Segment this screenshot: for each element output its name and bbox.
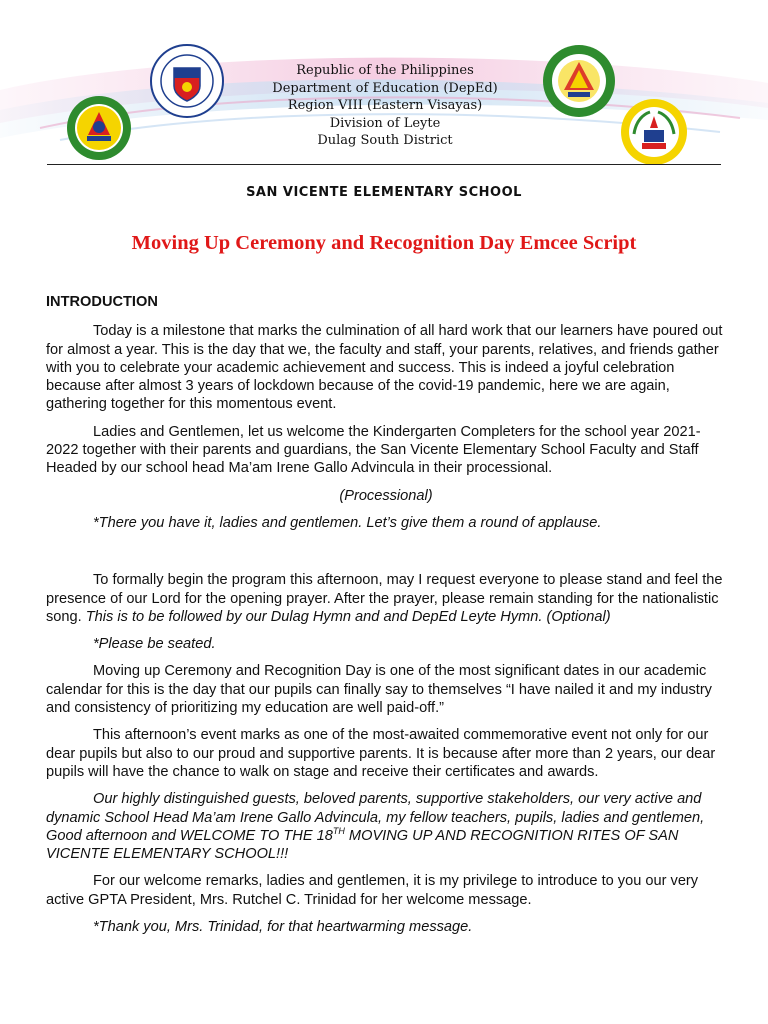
header-line-region: Region VIII (Eastern Visayas) [287, 98, 483, 113]
hymn-note: This is to be followed by our Dulag Hymn and and DepEd Leyte Hymn. (Optional) [85, 608, 611, 625]
header-line-district: Dulag South District [317, 133, 453, 148]
school-name: SAN VICENTE ELEMENTARY SCHOOL [246, 185, 522, 200]
paragraph-opening-prayer [46, 571, 726, 626]
deped-seal-icon [66, 95, 132, 161]
kagawaran-seal-icon [150, 44, 224, 118]
paragraph-be-seated: *Please be seated. [93, 636, 216, 653]
spacer [46, 541, 726, 571]
header-divider [47, 164, 721, 165]
header-line-republic: Republic of the Philippines [296, 63, 474, 78]
greetings-text: Our highly distinguished guests, beloved parents, supportive stakeholders, our very active and dynamic School Head Ma’am Irene Gallo Advincula, my fellow teachers, pupils, ladies and gentlemen, Good afternoon and WELCOME TO THE 18 [46, 791, 705, 844]
paragraph-applause: *There you have it, ladies and gentlemen. Let’s give them a round of applause. [93, 514, 602, 531]
header-line-division: Division of Leyte [329, 115, 441, 131]
ordinal-superscript: TH [332, 825, 345, 836]
paragraph-awaited-event: This afternoon’s event marks as one of the most-awaited commemorative event not only for our dear pupils but also to our proud and supportive parents. It is because after more than 2 years, our dear pupils will have the chance to walk on stage and receive their certificates and awards. [46, 727, 716, 780]
paragraph-welcome-remarks: For our welcome remarks, ladies and gentlemen, it is my privilege to introduce to you our very active GPTA President, Mrs. Rutchel C. Trinidad for her welcome message. [46, 873, 699, 908]
paragraph-greetings [46, 790, 726, 863]
section-heading: INTRODUCTION [46, 294, 158, 310]
paragraph-welcome-completers: Ladies and Gentlemen, let us welcome the Kindergarten Completers for the school year 2021-2022 together with their parents and guardians, the San Vicente Elementary School Faculty and Staff Headed by our school head Ma’am Irene Gallo Advincula in their processional. [46, 423, 701, 477]
document-body [46, 293, 726, 945]
school-seal-icon [620, 98, 688, 166]
header-line-deped: Department of Education (DepEd) [272, 80, 498, 96]
greetings-text-end: MOVING UP AND RECOGNITION RITES OF SAN VICENTE ELEMENTARY SCHOOL!!! [46, 827, 679, 863]
opening-prayer-text: To formally begin the program this afternoon, may I request everyone to please stand and feel the presence of our Lord for the opening prayer. After the prayer, please remain standing for the nationalistic song. [46, 572, 723, 625]
paragraph-significance: Moving up Ceremony and Recognition Day is one of the most significant dates in our academic calendar for this is the day that our pupils can finally say to themselves “I have nailed it and my industry and consistency of prioritizing my education are well paid-off.” [46, 663, 712, 717]
stage-direction-processional: (Processional) [339, 487, 433, 504]
agency-header [220, 62, 550, 150]
division-of-leyte-seal-icon [542, 44, 616, 118]
document-title: Moving Up Ceremony and Recognition Day Emcee Script [131, 232, 637, 254]
paragraph-intro: Today is a milestone that marks the culmination of all hard work that our learners have poured out for almost a year. This is the day that we, the faculty and staff, your parents, relatives, and friends gather with you to celebrate your academic achievement and success. This is indeed a joyful celebration because after almost 3 years of lockdown because of the covid-19 pandemic, here we are again, gathering together for this momentous event. [46, 323, 723, 413]
paragraph-thank-you: *Thank you, Mrs. Trinidad, for that heartwarming message. [93, 919, 473, 936]
